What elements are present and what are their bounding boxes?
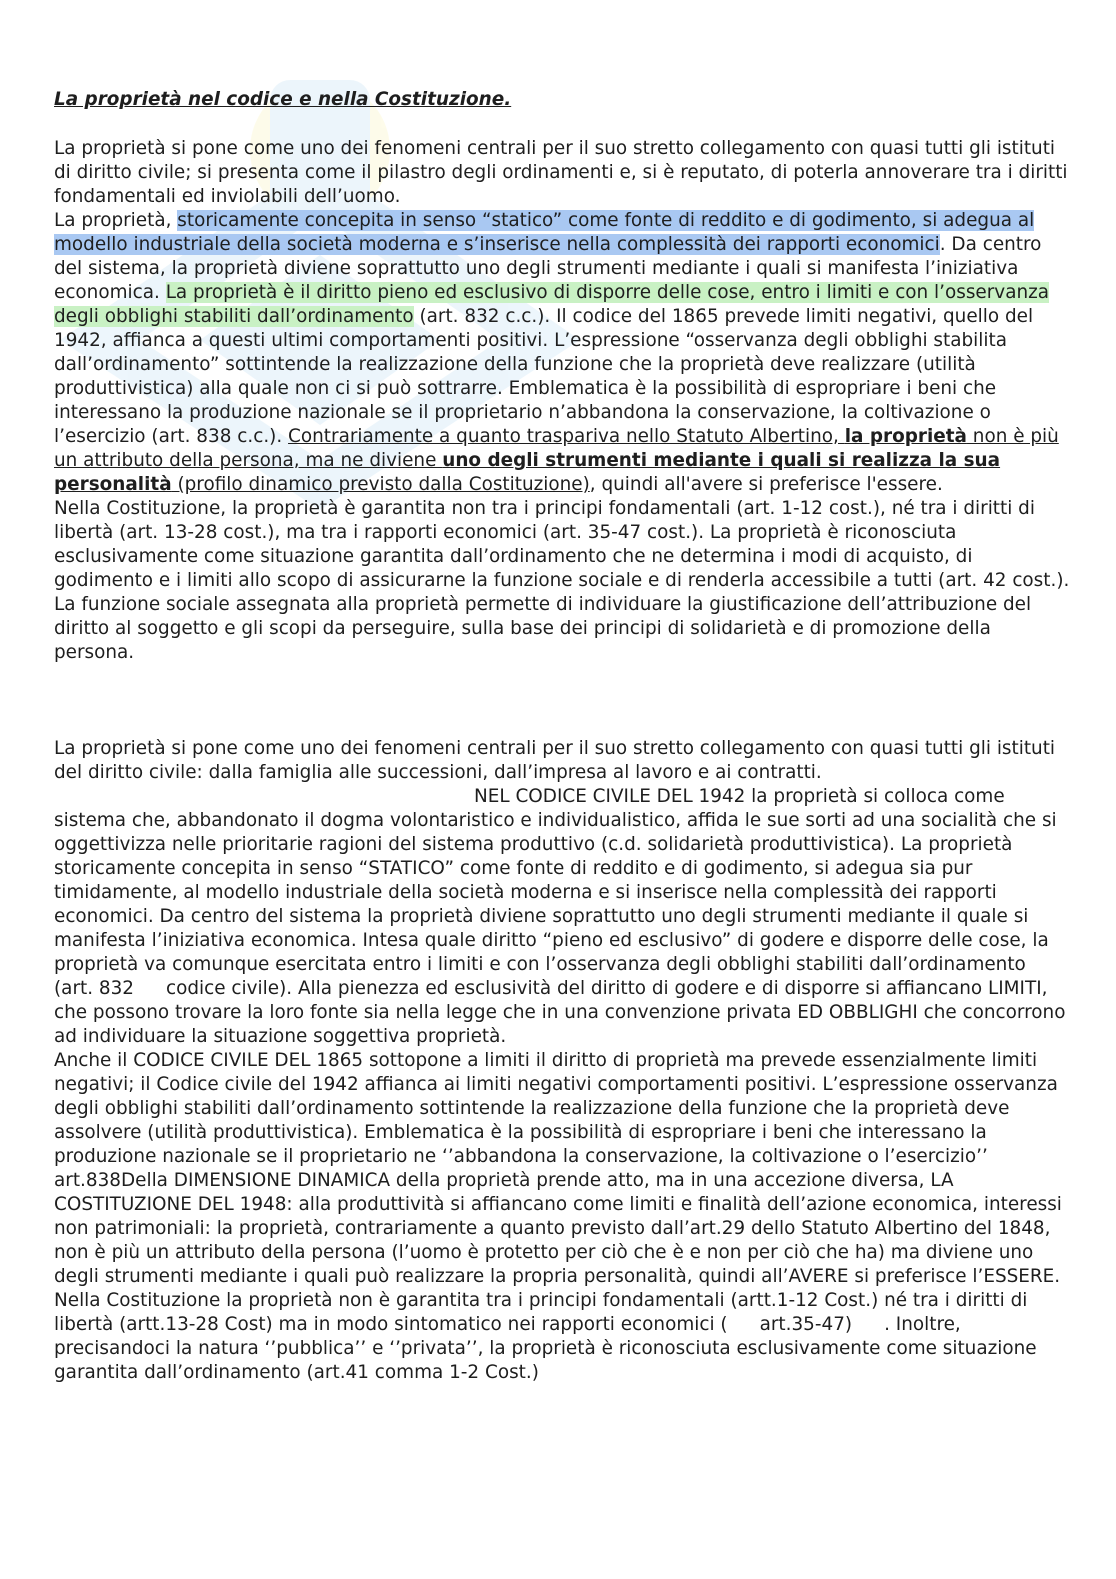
section2-paragraph-1 (54, 737, 1070, 1049)
text-run: La proprietà si pone come uno dei fenomeni centrali per il suo stretto collegamento con quasi tutti gli istituti del diritto civile: dalla famiglia alle successioni, dall’impresa al lavoro e ai contratti. (54, 738, 1056, 783)
text-run: . Inoltre, precisandoci la natura ‘’pubblica’’ e ‘’privata’’, la proprietà è riconosciuta esclusivamente come situazione garantita dall’ordinamento (art.41 comma 1-2 Cost.) (54, 1314, 1037, 1383)
text-run: . Da centro del sistema, la proprietà diviene soprattutto uno degli strumenti mediante i quali si manifesta l’iniziativa economica. (54, 234, 1042, 303)
underlined-text: non è più un attributo della persona, ma ne diviene (54, 426, 1059, 471)
text-run: Anche il CODICE CIVILE DEL 1865 sottopone a limiti il diritto di proprietà ma prevede essenzialmente limiti negativi; il Codice civile del 1942 affianca ai limiti negativi comportamenti positivi. L’espressione osservanza degli obblighi stabiliti dall’ordinamento sottintende la realizzazione della funzione che la proprietà deve assolvere (utilità produttivistica). Emblematica è la possibilità di espropriare i beni che interessano la produzione nazionale se il proprietario ne ‘’abbandona la conservazione, la coltivazione o l’esercizio’’ art.838Della DIMENSIONE DINAMICA della proprietà prende atto, ma in una accezione diversa, LA COSTITUZIONE DEL 1948: alla produttività si affiancano come limiti e finalità dell’azione economica, interessi non patrimoniali: la proprietà, contrariamente a quanto previsto dall’art.29 dello Statuto Albertino del 1848, non è più un attributo della persona (l’uomo è protetto per ciò che è e non per ciò che ha) ma diviene uno degli strumenti mediante i quali può realizzare la propria personalità, quindi all’AVERE si preferisce l’ESSERE. Nella Costituzione la proprietà non è garantita tra i principi fondamentali (artt.1-12 Cost.) né tra i diritti di libertà (artt.13-28 Cost) ma in modo sintomatico nei rapporti economici ( (54, 1050, 1062, 1335)
page-title: La proprietà nel codice e nella Costituzione. (54, 89, 512, 110)
underlined-text: Contrariamente a quanto traspariva nello Statuto Albertino, (288, 426, 845, 447)
text-run: La proprietà, (54, 210, 178, 231)
underlined-bold-text: la proprietà (844, 426, 967, 447)
underlined-bold-text: uno degli strumenti mediante i quali si realizza la sua personalità (54, 450, 1001, 495)
highlight-blue: storicamente concepita in senso “statico” come fonte di reddito e di godimento, si adegua al modello industriale della società moderna e s’inserisce nella complessità dei rapporti economici (54, 210, 1035, 255)
underlined-text: (profilo dinamico previsto dalla Costituzione) (171, 474, 590, 495)
spacer (54, 665, 1070, 737)
text-run: art.35-47) (759, 1314, 853, 1335)
text-run: (art. 832 c.c.). Il codice del 1865 prevede limiti negativi, quello del 1942, affianca a questi ultimi comportamenti positivi. L’espressione “osservanza degli obblighi stabilita dall’ordinamento” sottintende la realizzazione della funzione che la proprietà deve realizzare (utilità produttivistica) alla quale non ci si può sottrarre. Emblematica è la possibilità di espropriare i beni che interessano la produzione nazionale se il proprietario n’abbandona la conservazione, la coltivazione o l’esercizio (art. 838 c.c.). (54, 306, 1034, 447)
text-run: NEL CODICE CIVILE DEL 1942 la proprietà si colloca come sistema che, abbandonato il dogma volontaristico e individualistico, affida le sue sorti ad una socialità che si oggettivizza nelle prioritarie ragioni del sistema produttivo (c.d. solidarietà produttivistica). La proprietà storicamente concepita in senso “STATICO” come fonte di reddito e di godimento, si adegua sia pur timidamente, al modello industriale della società moderna e si inserisce nella complessità dei rapporti economici. Da centro del sistema la proprietà diviene soprattutto uno degli strumenti mediante il quale si manifesta l’iniziativa economica. Intesa quale diritto “pieno ed esclusivo” di godere e disporre delle cose, la proprietà va comunque esercitata entro i limiti e con l’osservanza degli obblighi stabiliti dall’ordinamento (art. 832 (54, 786, 1057, 999)
highlight-green: La proprietà è il diritto pieno ed esclusivo di disporre delle cose, entro i limiti e con l’osservanza degli obblighi stabiliti dall’ordinamento (54, 282, 1050, 327)
text-run: codice civile). Alla pienezza ed esclusività del diritto di godere e di disporre si affiancano LIMITI, che possono trovare la loro fonte sia nella legge che in una convenzione privata ED OBBLIGHI che concorrono ad individuare la situazione soggettiva proprietà. (54, 978, 1066, 1047)
section1-paragraph-1: La proprietà si pone come uno dei fenomeni centrali per il suo stretto collegamento con quasi tutti gli istituti di diritto civile; si presenta come il pilastro degli ordinamenti e, si è reputato, di poterla annoverare tra i diritti fondamentali ed inviolabili dell’uomo. (54, 138, 1068, 207)
section2-paragraph-2 (54, 1049, 1070, 1385)
section1-paragraph-3: Nella Costituzione, la proprietà è garantita non tra i principi fondamentali (art. 1-12 cost.), né tra i diritti di libertà (art. 13-28 cost.), ma tra i rapporti economici (art. 35-47 cost.). La proprietà è riconosciuta esclusivamente come situazione garantita dall’ordinamento che ne determina i modi di acquisto, di godimento e i limiti allo scopo di assicurarne la funzione sociale e di renderla accessibile a tutti (art. 42 cost.). La funzione sociale assegnata alla proprietà permette di individuare la giustificazione dell’attribuzione del diritto al soggetto e gli scopi da perseguire, sulla base dei principi di solidarietà e di promozione della persona. (54, 498, 1070, 663)
document-page (54, 88, 1070, 1385)
text-run: , quindi all'avere si preferisce l'essere. (589, 474, 943, 495)
section1-paragraph-2 (54, 209, 1070, 497)
